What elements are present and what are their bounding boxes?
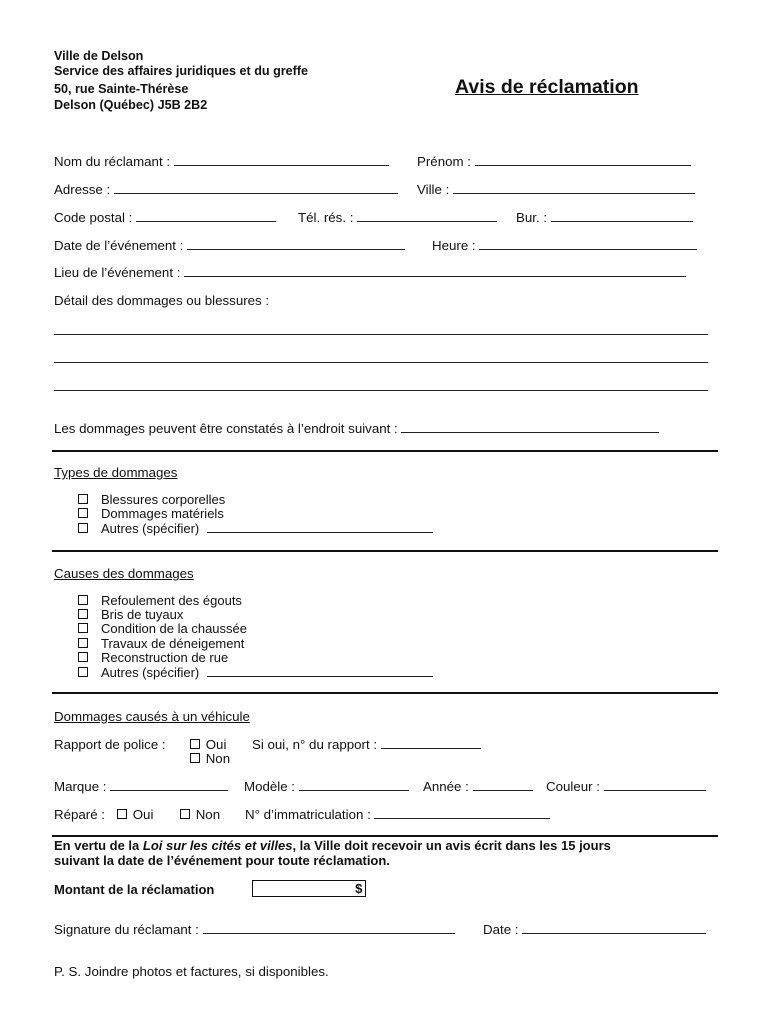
header-service: Service des affaires juridiques et du greffe xyxy=(54,64,309,78)
constates-line[interactable] xyxy=(401,421,659,433)
repare-label: Réparé : xyxy=(54,807,105,822)
field-ville[interactable]: Ville : xyxy=(417,182,695,197)
field-modele[interactable]: Modèle : xyxy=(244,779,409,794)
immatriculation-line[interactable] xyxy=(374,807,550,819)
field-prenom[interactable]: Prénom : xyxy=(417,154,691,169)
causes-heading: Causes des dommages xyxy=(54,566,194,581)
checkbox-icon[interactable] xyxy=(78,523,88,533)
divider xyxy=(52,450,718,452)
nom-line[interactable] xyxy=(174,154,389,166)
field-signature[interactable]: Signature du réclamant : xyxy=(54,922,455,937)
legal-notice: En vertu de la Loi sur les cités et villes, la Ville doit recevoir un avis écrit dans les 15 jours suivant la date de l’événement pour toute réclamation. xyxy=(54,838,611,868)
header-city-postal: Delson (Québec) J5B 2B2 xyxy=(54,98,208,112)
bur-line[interactable] xyxy=(551,210,693,222)
checkbox-icon[interactable] xyxy=(78,667,88,677)
rapport-oui[interactable]: Oui xyxy=(190,737,226,752)
divider xyxy=(52,835,718,837)
field-tel-res[interactable]: Tél. rés. : xyxy=(298,210,497,225)
montant-row xyxy=(54,880,366,897)
checkbox-item[interactable]: Condition de la chaussée xyxy=(78,622,433,636)
field-code-postal[interactable]: Code postal : xyxy=(54,210,276,225)
field-annee[interactable]: Année : xyxy=(423,779,533,794)
detail-line-3[interactable] xyxy=(54,390,708,391)
checkbox-icon[interactable] xyxy=(78,623,88,633)
field-heure[interactable]: Heure : xyxy=(432,238,697,253)
field-date-signature[interactable]: Date : xyxy=(483,922,706,937)
rapport-non[interactable]: Non xyxy=(190,751,230,766)
montant-field[interactable] xyxy=(252,880,366,897)
detail-line-2[interactable] xyxy=(54,362,708,363)
ville-line[interactable] xyxy=(453,182,695,194)
causes-list xyxy=(78,594,433,680)
field-bur[interactable]: Bur. : xyxy=(516,210,693,225)
checkbox-item[interactable]: Autres (spécifier) xyxy=(78,521,433,536)
montant-label: Montant de la réclamation xyxy=(54,882,215,897)
checkbox-icon[interactable] xyxy=(78,638,88,648)
modele-line[interactable] xyxy=(299,779,409,791)
checkbox-icon[interactable] xyxy=(78,595,88,605)
date-evenement-line[interactable] xyxy=(187,238,405,250)
annee-line[interactable] xyxy=(473,779,533,791)
lieu-line[interactable] xyxy=(184,265,686,277)
tel-res-line[interactable] xyxy=(357,210,497,222)
field-lieu[interactable]: Lieu de l’événement : xyxy=(54,265,686,280)
field-date-evenement[interactable]: Date de l’événement : xyxy=(54,238,405,253)
checkbox-icon[interactable] xyxy=(78,494,88,504)
checkbox-icon[interactable] xyxy=(78,652,88,662)
checkbox-item[interactable]: Autres (spécifier) xyxy=(78,665,433,680)
field-no-rapport[interactable]: Si oui, n° du rapport : xyxy=(252,737,481,752)
detail-line-1[interactable] xyxy=(54,334,708,335)
checkbox-icon[interactable] xyxy=(117,809,127,819)
no-rapport-line[interactable] xyxy=(381,737,481,749)
signature-line[interactable] xyxy=(203,922,455,934)
ps-note: P. S. Joindre photos et factures, si disponibles. xyxy=(54,964,329,979)
page-title: Avis de réclamation xyxy=(455,76,639,98)
header-city: Ville de Delson xyxy=(54,49,144,63)
field-immatriculation[interactable]: N° d’immatriculation : xyxy=(245,807,550,822)
prenom-line[interactable] xyxy=(475,154,691,166)
dollar-sign: $ xyxy=(355,881,363,896)
checkbox-item[interactable]: Travaux de déneigement xyxy=(78,637,433,651)
checkbox-item[interactable]: Bris de tuyaux xyxy=(78,608,433,622)
field-adresse[interactable]: Adresse : xyxy=(54,182,398,197)
checkbox-item[interactable]: Blessures corporelles xyxy=(78,493,433,507)
checkbox-icon[interactable] xyxy=(190,753,200,763)
field-marque[interactable]: Marque : xyxy=(54,779,228,794)
field-constates[interactable]: Les dommages peuvent être constatés à l’endroit suivant : xyxy=(54,421,659,436)
field-couleur[interactable]: Couleur : xyxy=(546,779,706,794)
checkbox-icon[interactable] xyxy=(78,609,88,619)
vehicule-heading: Dommages causés à un véhicule xyxy=(54,709,250,724)
causes-autres-line[interactable] xyxy=(207,665,433,677)
adresse-line[interactable] xyxy=(114,182,398,194)
repare-oui[interactable]: Oui xyxy=(117,807,153,822)
repare-non[interactable]: Non xyxy=(180,807,220,822)
heure-line[interactable] xyxy=(479,238,697,250)
header-street: 50, rue Sainte-Thérèse xyxy=(54,82,189,96)
checkbox-icon[interactable] xyxy=(190,739,200,749)
checkbox-item[interactable]: Dommages matériels xyxy=(78,507,433,521)
code-postal-line[interactable] xyxy=(136,210,276,222)
divider xyxy=(52,550,718,552)
checkbox-item[interactable]: Reconstruction de rue xyxy=(78,651,433,665)
law-name: Loi sur les cités et villes xyxy=(142,838,293,853)
rapport-police-label: Rapport de police : xyxy=(54,737,166,752)
field-detail: Détail des dommages ou blessures : xyxy=(54,293,270,308)
date-signature-line[interactable] xyxy=(522,922,706,934)
divider xyxy=(52,692,718,694)
checkbox-icon[interactable] xyxy=(78,508,88,518)
types-heading: Types de dommages xyxy=(54,465,178,480)
marque-line[interactable] xyxy=(110,779,228,791)
types-autres-line[interactable] xyxy=(207,521,433,533)
checkbox-item[interactable]: Refoulement des égouts xyxy=(78,594,433,608)
couleur-line[interactable] xyxy=(604,779,706,791)
types-list xyxy=(78,493,433,537)
checkbox-icon[interactable] xyxy=(180,809,190,819)
field-nom[interactable]: Nom du réclamant : xyxy=(54,154,389,169)
